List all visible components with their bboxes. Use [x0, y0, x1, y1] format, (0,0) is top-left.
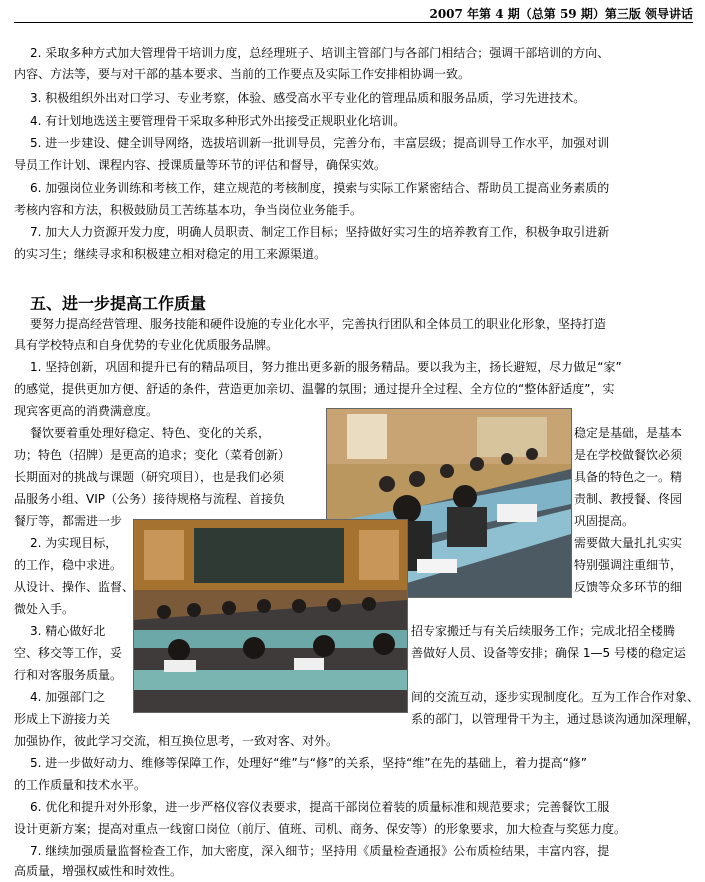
- meeting-photo-icon: [134, 520, 407, 712]
- text-line: 4. 加强部门之: [30, 690, 106, 704]
- text-line: 导员工作计划、课程内容、授课质量等环节的评估和督导，确保实效。: [14, 158, 387, 172]
- text-line: 是在学校做餐饮必须: [574, 448, 683, 462]
- text-line: 的工作，稳中求进。: [14, 558, 123, 572]
- text-line: 空、移交等工作，妥: [14, 646, 123, 660]
- text-line: 5. 进一步做好动力、维修等保障工作，处理好“维”与“修”的关系，坚持“维”在先的基础上，着力提高“修”: [30, 756, 588, 770]
- meeting-photo-bottom: [133, 519, 408, 713]
- text-line: 形成上下游接力关: [14, 712, 111, 726]
- text-line: 餐饮要着重处理好稳定、特色、变化的关系，: [30, 426, 271, 440]
- text-line: 1. 坚持创新，巩固和提升已有的精品项目，努力推出更多新的服务精品。要以我为主，扬长避短，尽力做足“家”: [30, 360, 622, 374]
- text-line: 2. 采取多种方式加大管理骨干培训力度，总经理班子、培训主管部门与各部门相结合；强调干部培训的方向、: [30, 46, 610, 60]
- text-line: 招专家搬迁与有关后续服务工作；完成北招全楼腾: [411, 624, 676, 638]
- text-line: 设计更新方案；提高对重点一线窗口岗位（前厅、值班、司机、商务、保安等）的形象要求，加大检查与奖惩力度。: [14, 822, 627, 836]
- text-line: 反馈等众多环节的细: [574, 580, 683, 594]
- text-line: 特别强调注重细节，: [574, 558, 683, 572]
- top-item-3: 3. 积极组织外出对口学习、专业考察，体验、感受高水平专业化的管理品质和服务品质，学习先进技术。: [30, 91, 586, 105]
- text-line: 的感觉，提供更加方便、舒适的条件，营造更加亲切、温馨的氛围；通过提升全过程、全方位的“整体舒适度”，实: [14, 382, 615, 396]
- text-line: 系的部门，以管理骨干为主，通过恳谈沟通加深理解，: [411, 712, 700, 726]
- text-line: 2. 为实现目标，: [30, 536, 118, 550]
- text-line: 7. 继续加强质量监督检查工作，加大密度，深入细节；坚持用《质量检查通报》公布质检结果，丰富内容，提: [30, 844, 610, 858]
- text-line: 考核内容和方法，积极鼓励员工苦练基本功，争当岗位业务能手。: [14, 203, 363, 217]
- header-rule: [14, 22, 693, 23]
- text-line: 的实习生；继续寻求和积极建立相对稳定的用工来源渠道。: [14, 247, 327, 261]
- text-line: 6. 加强岗位业务训练和考核工作，建立规范的考核制度，摸索与实际工作紧密结合、帮助员工提高业务素质的: [30, 181, 610, 195]
- text-line: 间的交流互动，逐步实现制度化。互为工作合作对象、: [411, 690, 700, 704]
- text-line: 稳定是基础，是基本: [574, 426, 683, 440]
- text-line: 责制、教授餐、佟园: [574, 492, 683, 506]
- text-line: 善做好人员、设备等安排；确保 1—5 号楼的稳定运: [411, 646, 686, 660]
- text-line: 现宾客更高的消费满意度。: [14, 404, 159, 418]
- text-line: 7. 加大人力资源开发力度，明确人员职责、制定工作目标；坚持做好实习生的培养教育工作，积极争取引进新: [30, 225, 610, 239]
- text-line: 内容、方法等，要与对干部的基本要求、当前的工作要点及实际工作安排相协调一致。: [14, 67, 471, 81]
- text-line: 3. 精心做好北: [30, 624, 106, 638]
- text-line: 巩固提高。: [574, 514, 635, 528]
- text-line: 高质量，增强权威性和时效性。: [14, 864, 183, 878]
- text-line: 品服务小组、VIP（公务）接待规格与流程、首接负: [14, 492, 285, 506]
- text-line: 的工作质量和技术水平。: [14, 778, 147, 792]
- section-title: 五、进一步提高工作质量: [30, 294, 207, 313]
- text-line: 具备的特色之一。精: [574, 470, 683, 484]
- text-line: 功；特色（招牌）是更高的追求；变化（菜肴创新）: [14, 448, 291, 462]
- text-line: 加强协作，彼此学习交流，相互换位思考，一致对客、对外。: [14, 734, 339, 748]
- text-line: 从设计、操作、监督、: [14, 580, 135, 594]
- text-line: 行和对客服务质量。: [14, 668, 123, 682]
- text-line: 5. 进一步建设、健全训导网络，选拔培训新一批训导员，完善分布，丰富层级；提高训导工作水平，加强对训: [30, 136, 610, 150]
- text-line: 长期面对的挑战与课题（研究项目），也是我们必须: [14, 470, 285, 484]
- text-line: 6. 优化和提升对外形象，进一步严格仪容仪表要求，提高干部岗位着装的质量标准和规范要求；完善餐饮工服: [30, 800, 610, 814]
- page-header: 2007 年第 4 期（总第 59 期）第三版 领导讲话: [429, 7, 693, 21]
- text-line: 餐厅等，都需进一步: [14, 514, 123, 528]
- text-line: 要努力提高经营管理、服务技能和硬件设施的专业化水平，完善执行团队和全体员工的职业化形象，坚持打造: [30, 317, 607, 331]
- text-line: 微处入手。: [14, 602, 75, 616]
- text-line: 具有学校特点和自身优势的专业化优质服务品牌。: [14, 338, 279, 352]
- top-item-4: 4. 有计划地选送主要管理骨干采取多种形式外出接受正规职业化培训。: [30, 114, 406, 128]
- text-line: 需要做大量扎扎实实: [574, 536, 683, 550]
